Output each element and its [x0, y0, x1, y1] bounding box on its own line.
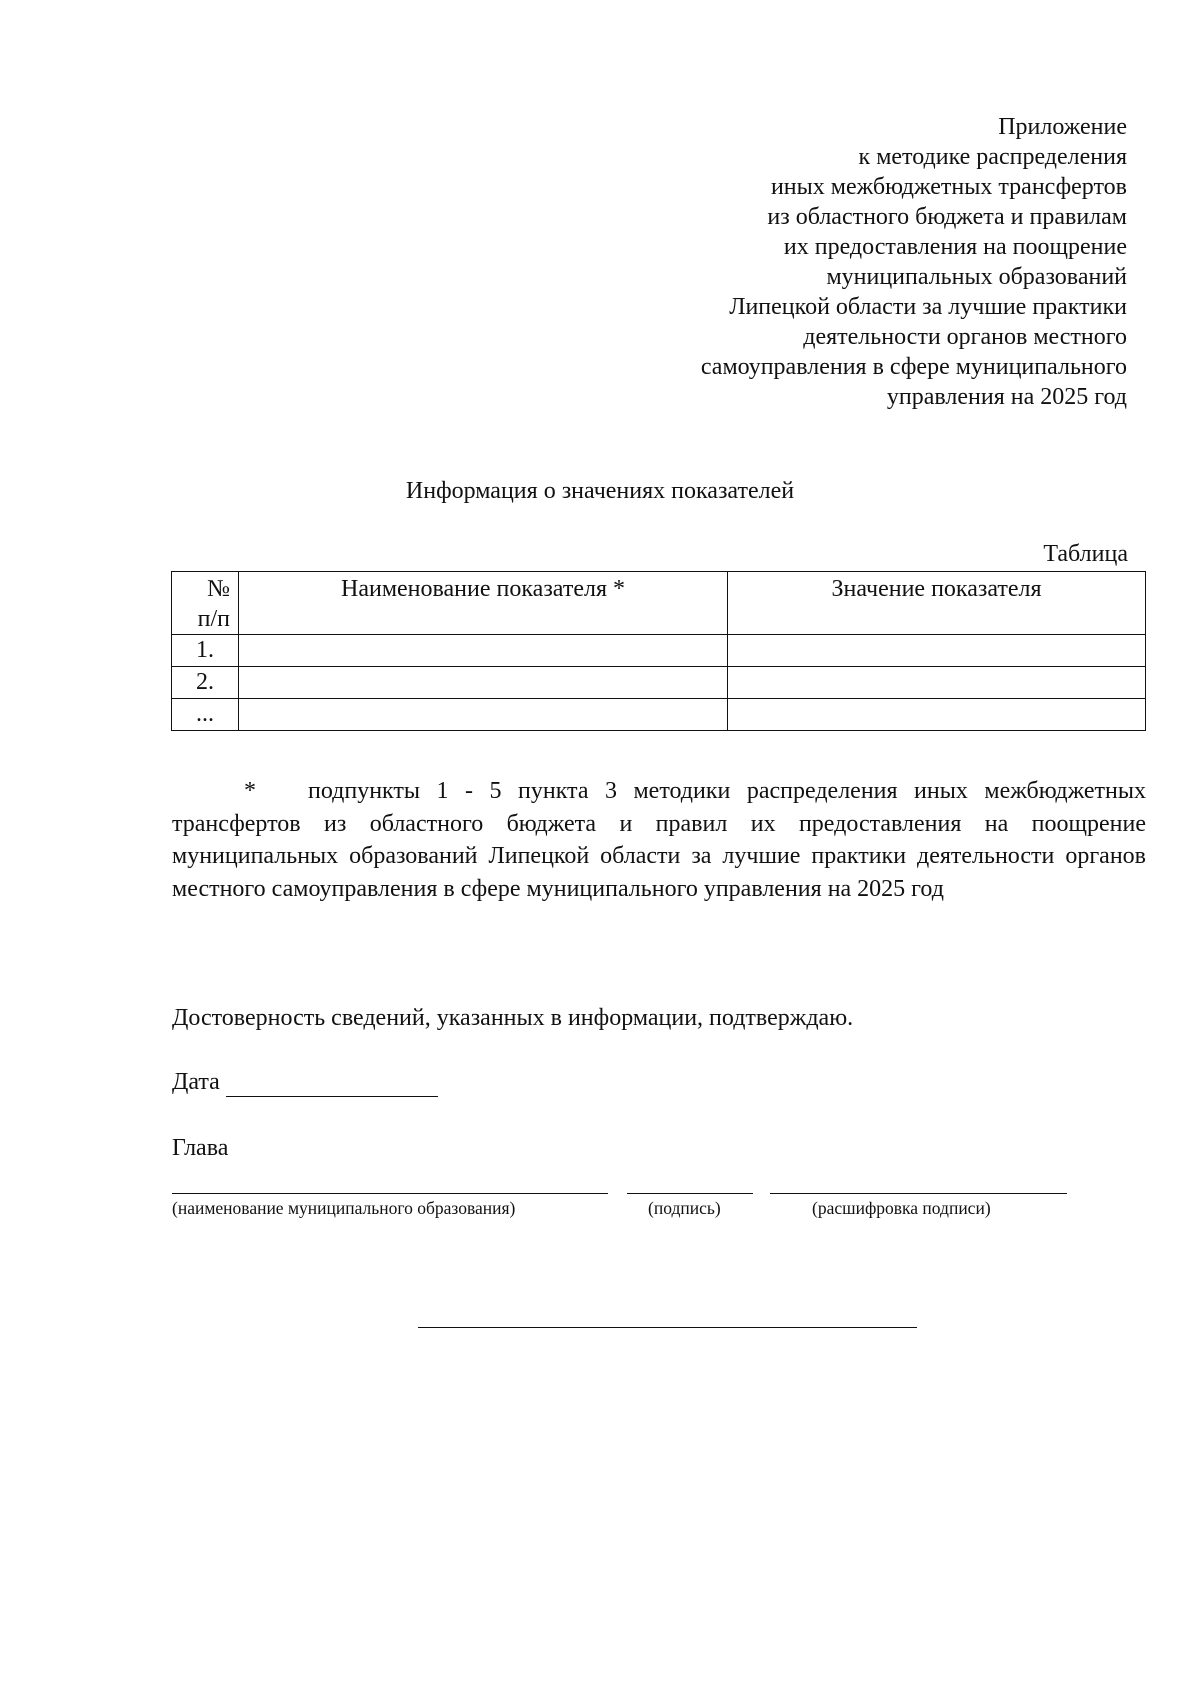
- table-row: [172, 667, 1146, 699]
- signature-caption: (подпись): [648, 1198, 721, 1218]
- table-row: [172, 699, 1146, 731]
- signature-decoding-line[interactable]: [770, 1193, 1067, 1194]
- row-number: 1.: [172, 635, 239, 667]
- signature-line[interactable]: [627, 1193, 753, 1194]
- appendix-line: управления на 2025 год: [886, 384, 1127, 410]
- row-indicator-name: [239, 635, 728, 667]
- head-label: Глава: [172, 1135, 229, 1161]
- header-indicator-name: Наименование показателя *: [239, 572, 728, 635]
- row-indicator-value: [728, 635, 1146, 667]
- appendix-line: самоуправления в сфере муниципального: [700, 354, 1127, 380]
- appendix-header: [567, 112, 1127, 412]
- appendix-line: их предоставления на поощрение: [783, 234, 1127, 260]
- footnote: [172, 775, 1146, 905]
- table-row: [172, 635, 1146, 667]
- appendix-line: к методике распределения: [858, 144, 1127, 170]
- document-title: Информация о значениях показателей: [405, 478, 795, 504]
- appendix-line: Приложение: [998, 114, 1127, 140]
- row-indicator-name: [239, 699, 728, 731]
- row-number: 2.: [172, 667, 239, 699]
- header-number-line1: №: [207, 576, 230, 602]
- indicators-table: [171, 571, 1146, 731]
- appendix-line: Липецкой области за лучшие практики: [729, 294, 1127, 320]
- header-indicator-value: Значение показателя: [728, 572, 1146, 635]
- row-indicator-value: [728, 699, 1146, 731]
- date-blank-line[interactable]: [226, 1070, 438, 1097]
- appendix-line: деятельности органов местного: [803, 324, 1127, 350]
- header-number: [172, 572, 239, 635]
- date-label: Дата: [172, 1069, 220, 1095]
- footnote-text: подпункты 1 - 5 пункта 3 методики распределения иных межбюджетных трансфертов из областного бюджета и правил их предоставления на поощрение муниципальных образований Липецкой области за лучшие практики деятельности органов местного самоуправления в сфере муниципального управления на 2025 год: [172, 778, 1146, 902]
- footnote-marker: *: [244, 778, 256, 804]
- row-indicator-name: [239, 667, 728, 699]
- closing-rule: [418, 1327, 917, 1328]
- confirmation-statement: Достоверность сведений, указанных в информации, подтверждаю.: [172, 1005, 854, 1031]
- appendix-line: из областного бюджета и правилам: [767, 204, 1127, 230]
- municipality-name-caption: (наименование муниципального образования): [172, 1198, 516, 1218]
- appendix-line: муниципальных образований: [826, 264, 1127, 290]
- municipality-name-line[interactable]: [172, 1193, 608, 1194]
- header-number-line2: п/п: [197, 606, 230, 632]
- table-caption: Таблица: [1043, 541, 1128, 567]
- signature-decoding-caption: (расшифровка подписи): [812, 1198, 991, 1218]
- appendix-line: иных межбюджетных трансфертов: [770, 174, 1127, 200]
- table-header-row: [172, 572, 1146, 635]
- date-field: [172, 1067, 438, 1097]
- row-number: ...: [172, 699, 239, 731]
- row-indicator-value: [728, 667, 1146, 699]
